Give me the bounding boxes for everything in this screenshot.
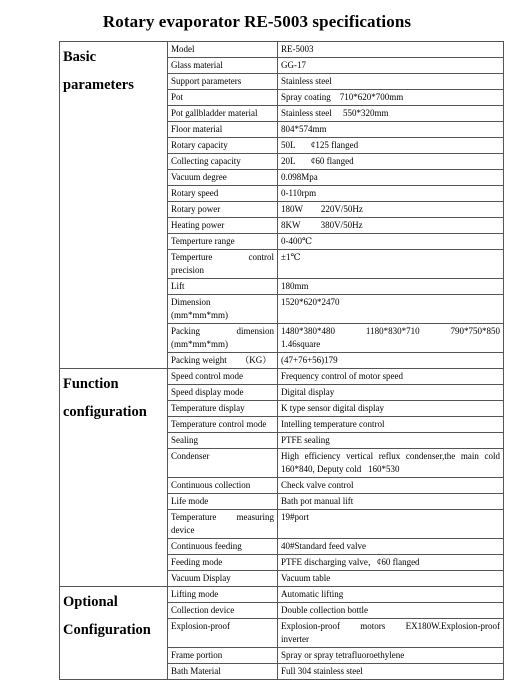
spec-value xyxy=(278,385,504,401)
spec-key xyxy=(168,250,278,279)
spec-value-line1: GG-17 xyxy=(281,60,306,70)
spec-value xyxy=(278,122,504,138)
spec-key-text: Pot gallbladder material xyxy=(171,108,258,118)
spec-key xyxy=(168,122,278,138)
spec-key xyxy=(168,106,278,122)
spec-value-line1: K type sensor digital display xyxy=(281,403,384,413)
spec-key xyxy=(168,58,278,74)
section-label xyxy=(60,42,168,369)
spec-key xyxy=(168,603,278,619)
spec-key xyxy=(168,433,278,449)
spec-key xyxy=(168,449,278,478)
spec-key-line1: Temperature measuring xyxy=(171,512,274,522)
spec-value xyxy=(278,510,504,539)
page-title: Rotary evaporator RE-5003 specifications xyxy=(102,12,412,31)
spec-value xyxy=(278,603,504,619)
spec-value-line1: Check valve control xyxy=(281,480,354,490)
spec-value xyxy=(278,619,504,648)
spec-value xyxy=(278,106,504,122)
spec-value xyxy=(278,417,504,433)
spec-value xyxy=(278,234,504,250)
spec-key-text: Temperature display xyxy=(171,403,245,413)
spec-key-text: Vacuum Display xyxy=(171,573,231,583)
section-label xyxy=(60,369,168,587)
spec-key xyxy=(168,218,278,234)
spec-value-line1: Automatic lifting xyxy=(281,589,344,599)
spec-key-line1: Packing dimension xyxy=(171,326,274,336)
spec-value xyxy=(278,154,504,170)
spec-key-line2: (mm*mm*mm) xyxy=(171,339,228,349)
spec-value xyxy=(278,279,504,295)
spec-value xyxy=(278,90,504,106)
spec-key xyxy=(168,478,278,494)
spec-value xyxy=(278,478,504,494)
spec-key xyxy=(168,555,278,571)
section-label-line1: Function xyxy=(63,376,119,392)
spec-value xyxy=(278,449,504,478)
spec-value xyxy=(278,74,504,90)
spec-key xyxy=(168,279,278,295)
spec-key-text: Heating power xyxy=(171,220,225,230)
spec-value xyxy=(278,42,504,58)
section-label-line1: Basic xyxy=(63,49,97,65)
spec-value-line1: PTFE discharging valve，¢60 flanged xyxy=(281,557,420,567)
spec-value-line1: Stainless steel 550*320mm xyxy=(281,108,389,118)
spec-value xyxy=(278,648,504,664)
spec-value-line1: 19#port xyxy=(281,512,309,522)
spec-key xyxy=(168,353,278,369)
spec-key-text: Pot xyxy=(171,92,184,102)
spec-value xyxy=(278,664,504,680)
spec-value xyxy=(278,58,504,74)
spec-value-line1: 0.098Mpa xyxy=(281,172,318,182)
spec-value-line1: 180mm xyxy=(281,281,309,291)
spec-key xyxy=(168,90,278,106)
spec-key-text: Rotary capacity xyxy=(171,140,228,150)
spec-key-text: Bath Material xyxy=(171,666,221,676)
spec-value xyxy=(278,170,504,186)
spec-key-line2: precision xyxy=(171,265,204,275)
spec-key xyxy=(168,74,278,90)
spec-key-text: Floor material xyxy=(171,124,223,134)
spec-table-body xyxy=(60,42,504,680)
spec-value-line1: Full 304 stainless steel xyxy=(281,666,363,676)
spec-value-line1: 804*574mm xyxy=(281,124,327,134)
spec-key-text: Frame portion xyxy=(171,650,223,660)
spec-key-text: Lifting mode xyxy=(171,589,219,599)
spec-key-text: Model xyxy=(171,44,195,54)
spec-key xyxy=(168,295,278,324)
spec-value-line2: 1.46square xyxy=(281,339,321,349)
spec-value-line1: 40#Standard feed valve xyxy=(281,541,366,551)
spec-key-text: Rotary speed xyxy=(171,188,219,198)
spec-key-line2: (mm*mm*mm) xyxy=(171,310,228,320)
spec-key xyxy=(168,369,278,385)
spec-key xyxy=(168,587,278,603)
spec-key xyxy=(168,494,278,510)
spec-value xyxy=(278,295,504,324)
spec-value xyxy=(278,369,504,385)
spec-key-text: Sealing xyxy=(171,435,198,445)
spec-key-text: Feeding mode xyxy=(171,557,223,567)
spec-key xyxy=(168,539,278,555)
spec-value xyxy=(278,353,504,369)
table-row xyxy=(60,369,504,385)
spec-key-text: Life mode xyxy=(171,496,209,506)
spec-value xyxy=(278,433,504,449)
spec-key-line2: device xyxy=(171,525,195,535)
spec-value xyxy=(278,138,504,154)
spec-key-line1: Temperture control xyxy=(171,252,274,262)
table-row xyxy=(60,587,504,603)
spec-value xyxy=(278,494,504,510)
section-label-line1: Optional xyxy=(63,594,118,610)
spec-key-text: Temperature control mode xyxy=(171,419,267,429)
spec-key-text: Condenser xyxy=(171,451,210,461)
spec-value-line1: 180W 220V/50Hz xyxy=(281,204,363,214)
spec-value-line1: High efficiency vertical reflux condenser,the main cold xyxy=(281,451,500,461)
spec-value-line1: Intelling temperature control xyxy=(281,419,385,429)
spec-key-line1: Dimension xyxy=(171,297,211,307)
spec-value xyxy=(278,555,504,571)
spec-value xyxy=(278,324,504,353)
spec-key-text: Speed display mode xyxy=(171,387,244,397)
spec-key-text: Glass material xyxy=(171,60,223,70)
section-label-line2: Configuration xyxy=(63,622,151,638)
spec-key-text: Continuous collection xyxy=(171,480,251,490)
spec-key-text: Rotary power xyxy=(171,204,221,214)
spec-value-line1: Bath pot manual lift xyxy=(281,496,354,506)
spec-value-line1: PTFE sealing xyxy=(281,435,330,445)
spec-value-line1: RE-5003 xyxy=(281,44,314,54)
spec-value-line1: 50L ¢125 flanged xyxy=(281,140,359,150)
spec-key-text: Collection device xyxy=(171,605,235,615)
spec-value xyxy=(278,401,504,417)
spec-value-line1: Spray coating 710*620*700mm xyxy=(281,92,404,102)
spec-value-line1: Vacuum table xyxy=(281,573,331,583)
spec-value xyxy=(278,218,504,234)
spec-value-line1: Double collection bottle xyxy=(281,605,368,615)
spec-key-text: Packing weight （KG） xyxy=(171,355,272,365)
spec-key-text: Explosion-proof xyxy=(171,621,230,631)
spec-key-text: Speed control mode xyxy=(171,371,243,381)
spec-value xyxy=(278,250,504,279)
spec-key xyxy=(168,571,278,587)
spec-key xyxy=(168,648,278,664)
spec-key-text: Vacuum degree xyxy=(171,172,227,182)
spec-key xyxy=(168,170,278,186)
spec-key-text: Collecting capacity xyxy=(171,156,241,166)
spec-value-line1: Stainless steel xyxy=(281,76,332,86)
section-label-line2: parameters xyxy=(63,77,134,93)
spec-key-text: Support parameters xyxy=(171,76,242,86)
spec-key xyxy=(168,417,278,433)
spec-value-line2: 160*840, Deputy cold 160*530 xyxy=(281,464,400,474)
spec-value-line1: Digital display xyxy=(281,387,335,397)
spec-value-line1: 8KW 380V/50Hz xyxy=(281,220,363,230)
spec-key xyxy=(168,138,278,154)
spec-key-text: Temperture range xyxy=(171,236,235,246)
spec-key xyxy=(168,401,278,417)
spec-value-line1: 1480*380*480 1180*830*710 790*750*850 xyxy=(281,326,500,336)
spec-key xyxy=(168,619,278,648)
spec-key xyxy=(168,234,278,250)
spec-table xyxy=(59,41,504,680)
spec-value-line1: ±1℃ xyxy=(281,252,301,262)
spec-value-line1: Spray or spray tetrafluoroethylene xyxy=(281,650,405,660)
spec-key-text: Lift xyxy=(171,281,185,291)
section-label xyxy=(60,587,168,680)
spec-key xyxy=(168,510,278,539)
spec-value-line1: (47+76+56)179 xyxy=(281,355,338,365)
spec-key xyxy=(168,42,278,58)
spec-value xyxy=(278,202,504,218)
section-label-line2: configuration xyxy=(63,404,147,420)
spec-value-line1: 0-400℃ xyxy=(281,236,313,246)
spec-value xyxy=(278,539,504,555)
spec-value xyxy=(278,587,504,603)
spec-key xyxy=(168,186,278,202)
spec-value-line1: 20L ¢60 flanged xyxy=(281,156,354,166)
spec-key-text: Continuous feeding xyxy=(171,541,242,551)
spec-value-line1: Frequency control of motor speed xyxy=(281,371,403,381)
spec-value-line1: 0-110rpm xyxy=(281,188,317,198)
spec-value xyxy=(278,571,504,587)
spec-key xyxy=(168,385,278,401)
table-row xyxy=(60,42,504,58)
spec-key xyxy=(168,664,278,680)
spec-value-line2: inverter xyxy=(281,634,309,644)
spec-key xyxy=(168,324,278,353)
spec-key xyxy=(168,202,278,218)
spec-value xyxy=(278,186,504,202)
spec-value-line1: 1520*620*2470 xyxy=(281,297,340,307)
spec-value-line1: Explosion-proof motors EX180W.Explosion-proof xyxy=(281,621,500,631)
spec-key xyxy=(168,154,278,170)
